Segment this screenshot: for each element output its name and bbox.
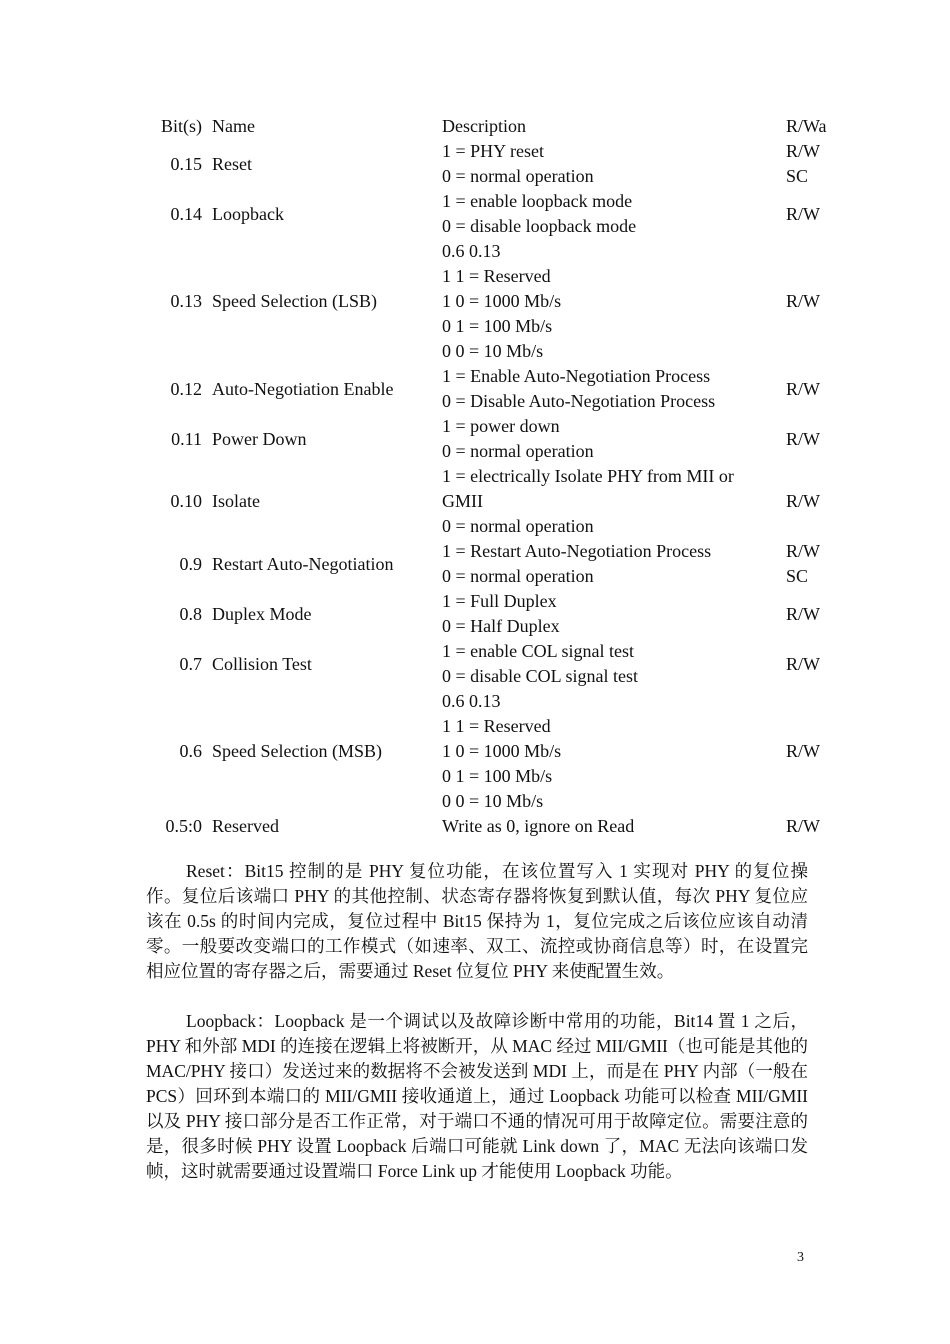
description-cell bbox=[442, 364, 786, 414]
rw-cell bbox=[786, 689, 840, 814]
description-line: 1 0 = 1000 Mb/s bbox=[442, 291, 562, 311]
description-line: 1 = enable loopback mode bbox=[442, 191, 633, 211]
rw-cell bbox=[786, 239, 840, 364]
header-name: Name bbox=[212, 116, 255, 136]
description-line: 1 1 = Reserved bbox=[442, 716, 551, 736]
rw-cell bbox=[786, 589, 840, 639]
rw-value: R/W bbox=[786, 491, 820, 511]
header-rw: R/Wa bbox=[786, 116, 827, 136]
description-line: 0 1 = 100 Mb/s bbox=[442, 766, 553, 786]
rw-value: R/W bbox=[786, 653, 820, 674]
table-row bbox=[140, 239, 840, 364]
description-line: 1 = PHY reset bbox=[442, 141, 544, 161]
description-line: 0 1 = 100 Mb/s bbox=[442, 316, 553, 336]
table-row bbox=[140, 589, 840, 639]
rw-value: R/W bbox=[786, 291, 820, 311]
table-row bbox=[140, 539, 840, 589]
table-header-row bbox=[140, 114, 840, 139]
paragraph-loopback: Loopback：Loopback 是一个调试以及故障诊断中常用的功能，Bit14 置 1 之后，PHY 和外部 MDI 的连接在逻辑上将被断开，从 MAC 经过 MII/GMII（也可能是其他的 MAC/PHY 接口）发送过来的数据将不会被发送到 MDI 上，而是在 PHY 内部（一般在 PCS）回环到本端口的 MII/GMII 接收通道上，通过 Loopback 功能可以检查 MII/GMII 以及 PHY 接口部分是否工作正常，对于端口不通的情况可用于故障定位。需要注意的是，很多时候 PHY 设置 Loopback 后端口可能就 Link down 了，MAC 无法向该端口发帧，这时就需要通过设置端口 Force Link up 才能使用 Loopback 功能。 bbox=[146, 1011, 808, 1181]
description-line: 1 = Enable Auto-Negotiation Process bbox=[442, 366, 711, 386]
description-line: GMII bbox=[442, 491, 483, 511]
description-cell bbox=[442, 139, 786, 189]
description-line: 1 = electrically Isolate PHY from MII or bbox=[442, 466, 734, 486]
bit-cell: 0.10 bbox=[170, 491, 202, 511]
description-line: 1 = enable COL signal test bbox=[442, 641, 634, 661]
rw-cell bbox=[786, 464, 840, 539]
description-line: 1 1 = Reserved bbox=[442, 266, 551, 286]
table-row bbox=[140, 139, 840, 189]
description-line: 1 0 = 1000 Mb/s bbox=[442, 741, 562, 761]
name-cell: Restart Auto-Negotiation bbox=[212, 553, 394, 574]
name-cell: Auto-Negotiation Enable bbox=[212, 378, 394, 399]
page-number: 3 bbox=[797, 1250, 804, 1265]
name-cell: Duplex Mode bbox=[212, 603, 312, 624]
register-table bbox=[140, 114, 840, 839]
description-cell bbox=[442, 539, 786, 589]
table-row bbox=[140, 189, 840, 239]
table-row bbox=[140, 639, 840, 689]
paragraph-reset: Reset：Bit15 控制的是 PHY 复位功能，在该位置写入 1 实现对 PHY 的复位操作。复位后该端口 PHY 的其他控制、状态寄存器将恢复到默认值，每次 PHY 复位应该在 0.5s 的时间内完成，复位过程中 Bit15 保持为 1，复位完成之后该位应该自动清零。一般要改变端口的工作模式（如速率、双工、流控或协商信息等）时，在设置完相应位置的寄存器之后，需要通过 Reset 位复位 PHY 来使配置生效。 bbox=[146, 861, 808, 981]
description-cell bbox=[442, 639, 786, 689]
rw-cell bbox=[786, 814, 840, 839]
description-line: 1 = Restart Auto-Negotiation Process bbox=[442, 541, 712, 561]
bit-cell: 0.6 bbox=[179, 741, 202, 761]
rw-cell bbox=[786, 639, 840, 689]
table-row bbox=[140, 814, 840, 839]
name-cell: Power Down bbox=[212, 428, 307, 449]
description-line: 0 0 = 10 Mb/s bbox=[442, 341, 544, 361]
rw-value: SC bbox=[786, 166, 809, 186]
description-line: 0.6 0.13 bbox=[442, 241, 501, 261]
description-line: 1 = power down bbox=[442, 416, 560, 436]
description-cell bbox=[442, 464, 786, 539]
bit-cell: 0.7 bbox=[179, 653, 202, 674]
rw-value: R/W bbox=[786, 541, 820, 561]
description-line: 0 = disable COL signal test bbox=[442, 666, 638, 686]
description-line: Write as 0, ignore on Read bbox=[442, 816, 635, 836]
name-cell: Reserved bbox=[212, 816, 279, 836]
rw-value: R/W bbox=[786, 141, 820, 161]
bit-cell: 0.15 bbox=[170, 153, 202, 174]
name-cell: Isolate bbox=[212, 491, 260, 511]
rw-value: R/W bbox=[786, 378, 820, 399]
rw-value: R/W bbox=[786, 816, 820, 836]
name-cell: Loopback bbox=[212, 203, 284, 224]
rw-cell bbox=[786, 364, 840, 414]
bit-cell: 0.13 bbox=[170, 291, 202, 311]
table-row bbox=[140, 414, 840, 464]
description-cell bbox=[442, 689, 786, 814]
rw-cell bbox=[786, 139, 840, 189]
register-table-body bbox=[140, 139, 840, 839]
table-row bbox=[140, 364, 840, 414]
description-line: 1 = Full Duplex bbox=[442, 591, 557, 611]
description-cell bbox=[442, 814, 786, 839]
description-line: 0.6 0.13 bbox=[442, 691, 501, 711]
header-description: Description bbox=[442, 116, 526, 136]
description-line: 0 = Half Duplex bbox=[442, 616, 560, 636]
description-line: 0 = normal operation bbox=[442, 166, 594, 186]
bit-cell: 0.8 bbox=[179, 603, 202, 624]
rw-value: R/W bbox=[786, 428, 820, 449]
description-cell bbox=[442, 239, 786, 364]
rw-cell bbox=[786, 414, 840, 464]
table-row bbox=[140, 689, 840, 814]
description-line: 0 = normal operation bbox=[442, 566, 594, 586]
description-cell bbox=[442, 189, 786, 239]
bit-cell: 0.12 bbox=[170, 378, 202, 399]
bit-cell: 0.5:0 bbox=[165, 816, 202, 836]
rw-value: R/W bbox=[786, 741, 820, 761]
name-cell: Collision Test bbox=[212, 653, 312, 674]
description-line: 0 = disable loopback mode bbox=[442, 216, 637, 236]
header-bits: Bit(s) bbox=[160, 116, 202, 136]
bit-cell: 0.11 bbox=[171, 428, 202, 449]
description-line: 0 = Disable Auto-Negotiation Process bbox=[442, 391, 716, 411]
description-cell bbox=[442, 589, 786, 639]
name-cell: Speed Selection (MSB) bbox=[212, 741, 382, 761]
bit-cell: 0.9 bbox=[179, 553, 202, 574]
name-cell: Reset bbox=[212, 153, 252, 174]
table-row bbox=[140, 464, 840, 539]
rw-value: R/W bbox=[786, 603, 820, 624]
description-line: 0 = normal operation bbox=[442, 516, 594, 536]
rw-cell bbox=[786, 539, 840, 589]
rw-value: SC bbox=[786, 566, 809, 586]
description-cell bbox=[442, 414, 786, 464]
bit-cell: 0.14 bbox=[170, 203, 202, 224]
rw-value: R/W bbox=[786, 203, 820, 224]
description-line: 0 = normal operation bbox=[442, 441, 594, 461]
name-cell: Speed Selection (LSB) bbox=[212, 291, 377, 311]
rw-cell bbox=[786, 189, 840, 239]
description-line: 0 0 = 10 Mb/s bbox=[442, 791, 544, 811]
